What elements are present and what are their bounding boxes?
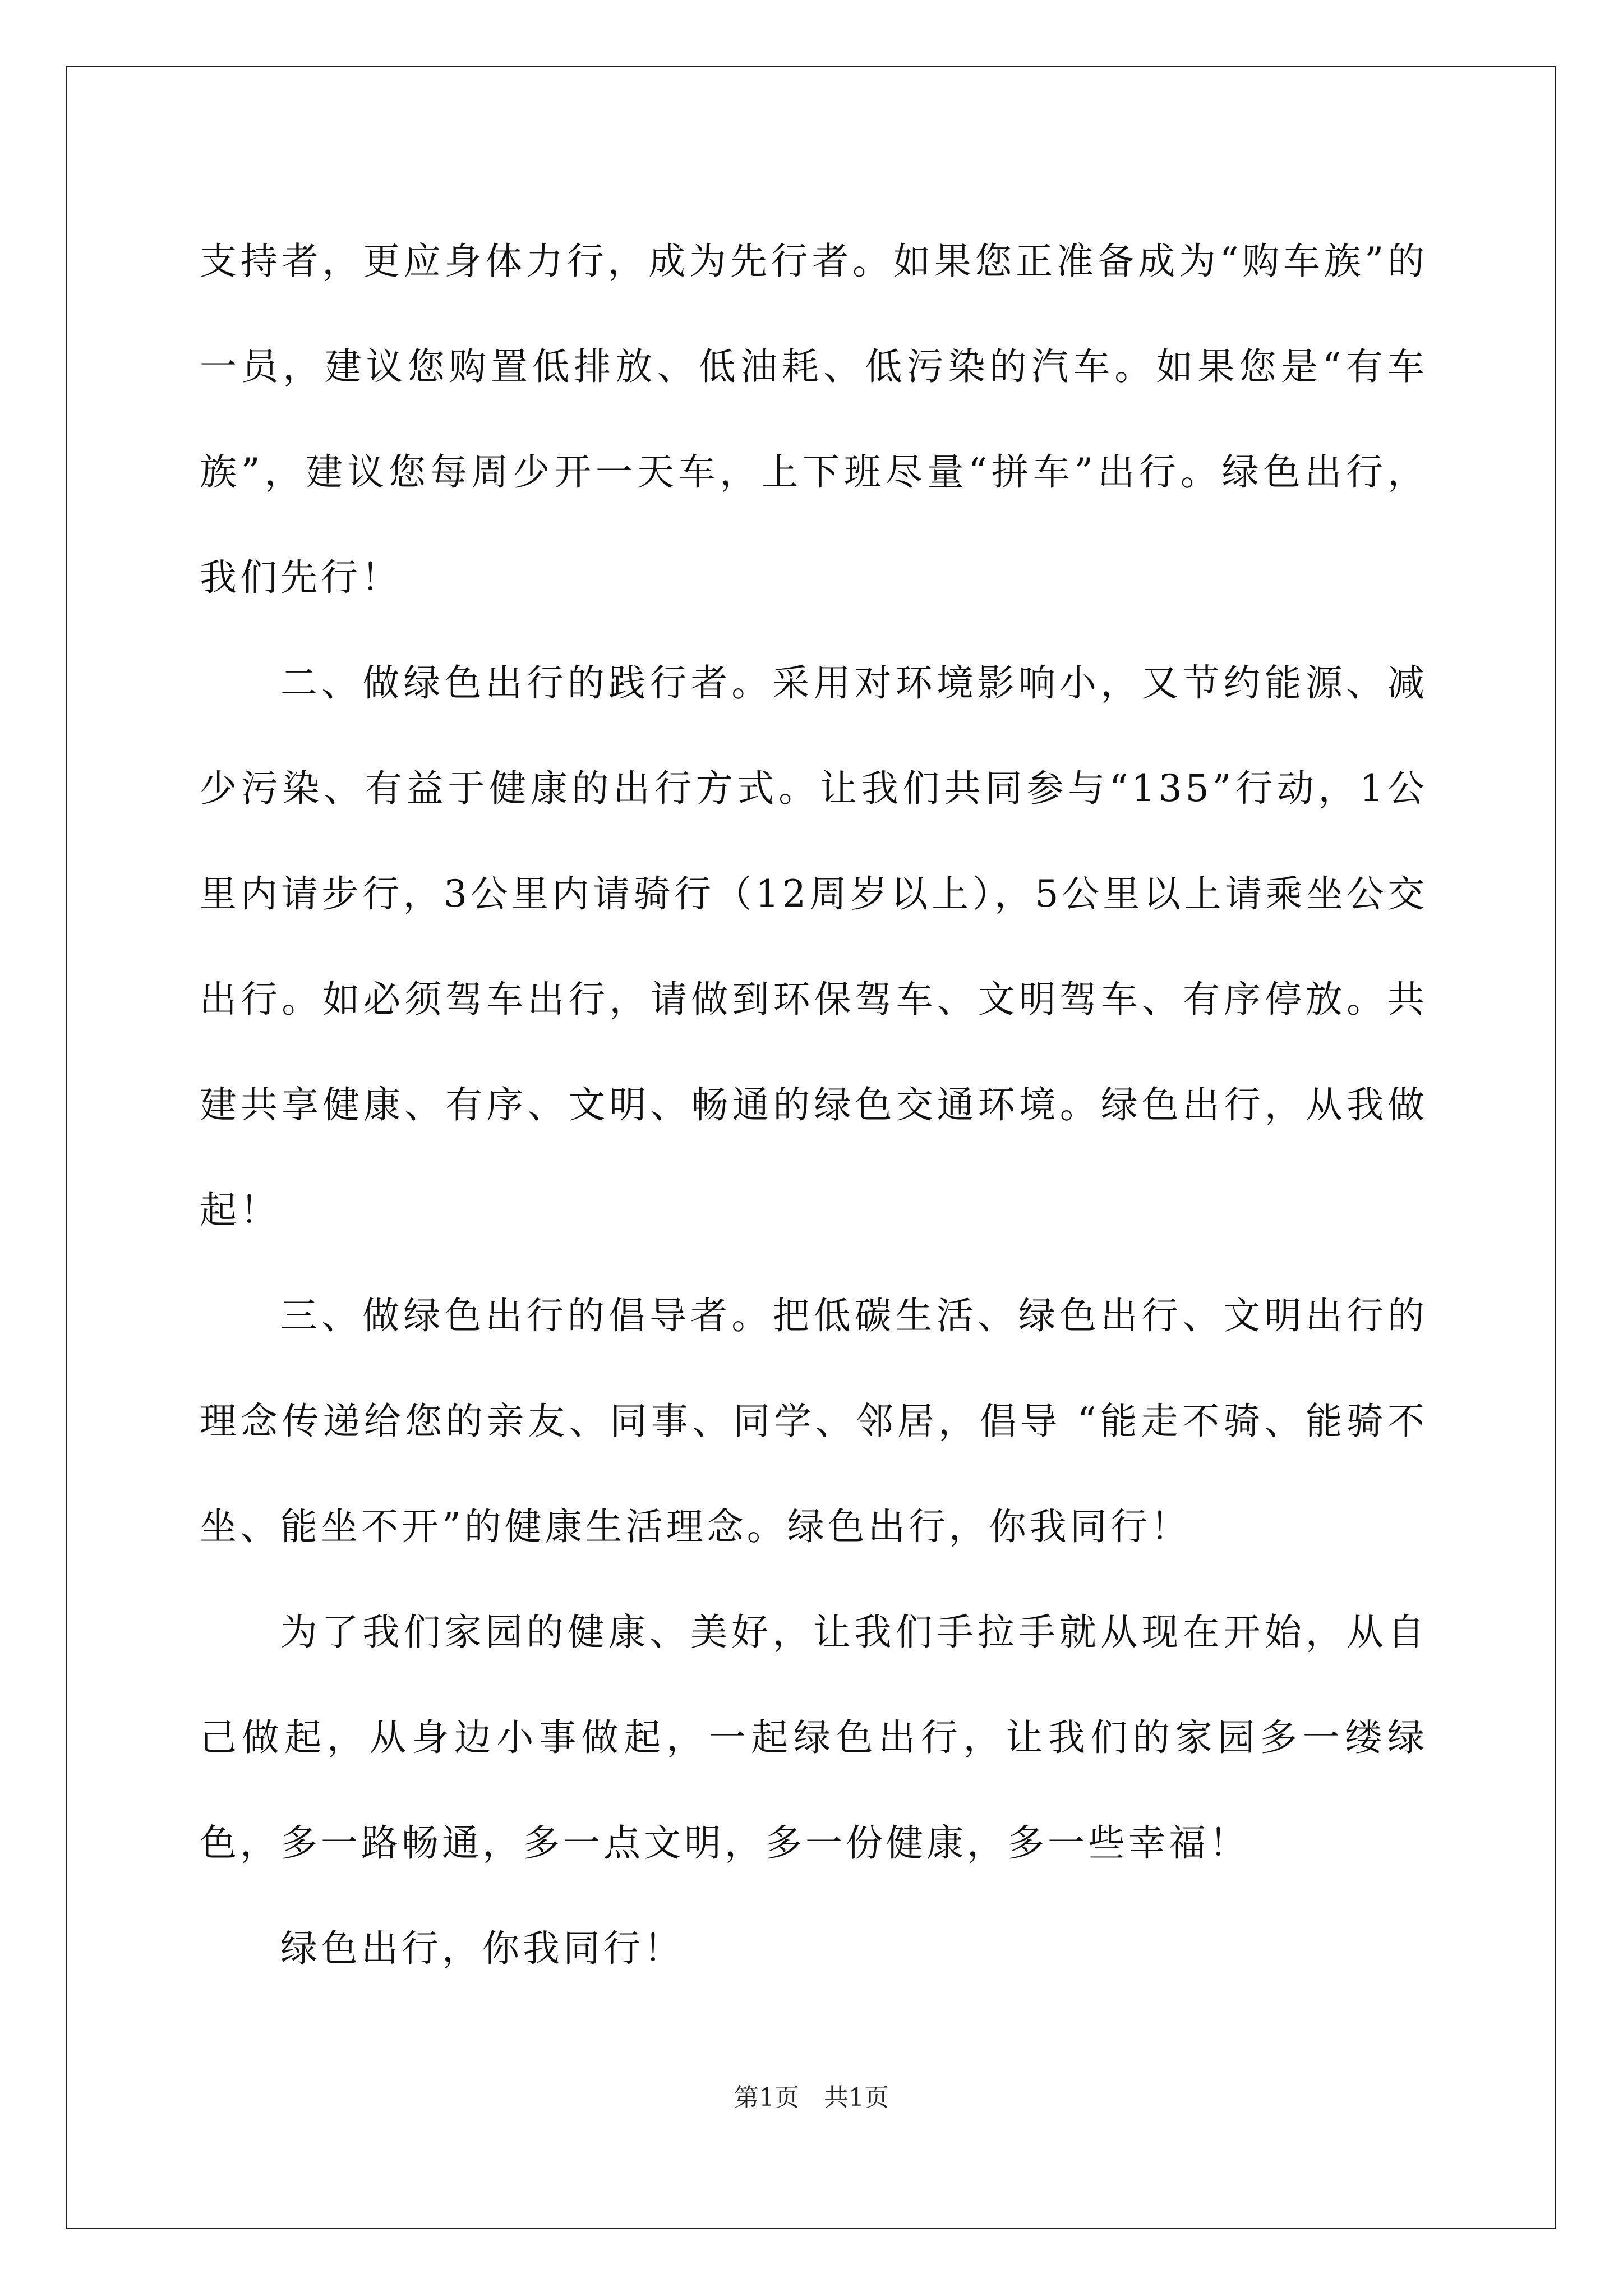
page-number-footer: 第1页 共1页 [734, 2083, 889, 2112]
paragraph-4: 为了我们家园的健康、美好，让我们手拉手就从现在开始，从自己做起，从身边小事做起，一起绿色出行，让我们的家园多一缕绿色，多一路畅通，多一点文明，多一份健康，多一些幸福！ [200, 1611, 1428, 1865]
paragraph-5: 绿色出行，你我同行！ [280, 1927, 684, 1970]
paragraph-3: 三、做绿色出行的倡导者。把低碳生活、绿色出行、文明出行的理念传递给您的亲友、同事、同学、邻居，倡导 “能走不骑、能骑不坐、能坐不开”的健康生活理念。绿色出行，你我同行！ [200, 1294, 1428, 1548]
paragraph-1: 支持者，更应身体力行，成为先行者。如果您正准备成为“购车族”的一员，建议您购置低排放、低油耗、低污染的汽车。如果您是“有车族”，建议您每周少开一天车，上下班尽量“拼车”出行。绿色出行，我们先行！ [200, 240, 1428, 599]
document-body [200, 209, 1428, 2001]
paragraph-2: 二、做绿色出行的践行者。采用对环境影响小，又节约能源、减少污染、有益于健康的出行方式。让我们共同参与“135”行动，1公里内请步行，3公里内请骑行（12周岁以上），5公里以上请乘坐公交出行。如必须驾车出行，请做到环保驾车、文明驾车、有序停放。共建共享健康、有序、文明、畅通的绿色交通环境。绿色出行，从我做起！ [200, 661, 1428, 1232]
